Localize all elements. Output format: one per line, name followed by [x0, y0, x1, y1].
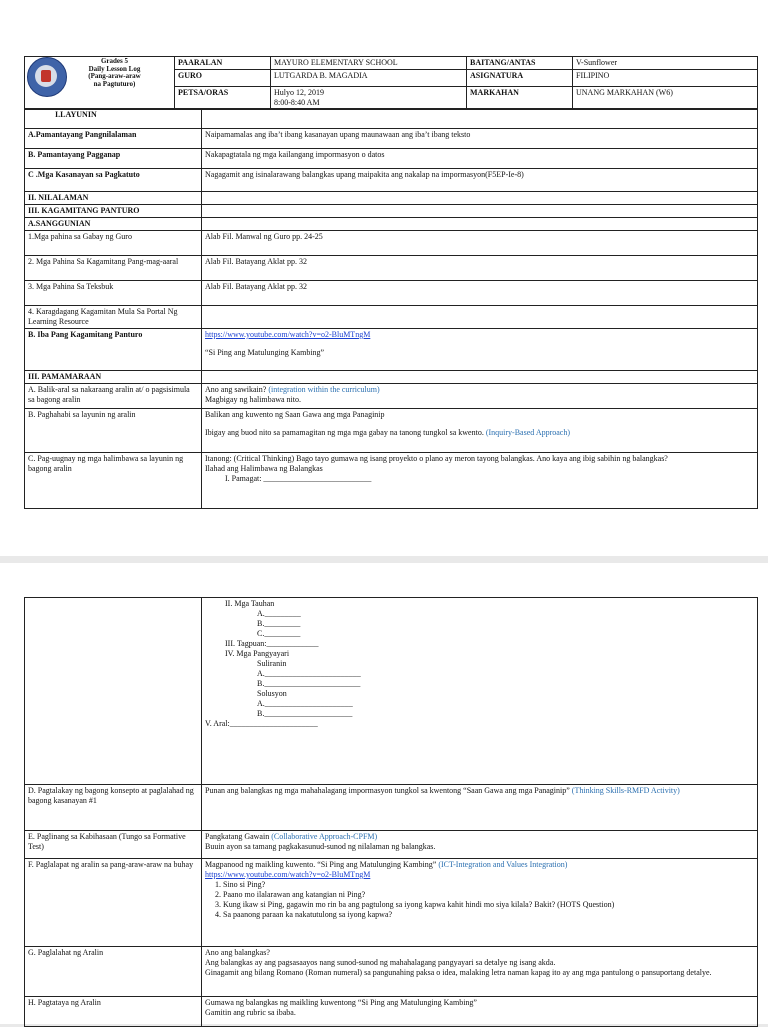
petsa-time: 8:00-8:40 AM	[274, 98, 320, 107]
outline-item: IV. Mga Pangyayari	[225, 649, 290, 658]
paglalahat-label: G. Paglalahat ng Aralin	[25, 947, 202, 997]
list-item: 4. Sa paanong paraan ka nakatutulong sa iyong kapwa?	[223, 910, 754, 920]
integration-tag: (integration within the curriculum)	[268, 385, 380, 394]
pag-uugnay-line-2: Ilahad ang Halimbawa ng Balangkas	[205, 464, 323, 473]
pagtataya-label: H. Pagtataya ng Aralin	[25, 997, 202, 1027]
iba-pang-value	[202, 329, 758, 371]
page-2	[0, 563, 768, 1024]
question-list	[205, 880, 754, 920]
empty-cell	[202, 371, 758, 384]
outline-item: Solusyon	[257, 689, 287, 698]
markahan-value: UNANG MARKAHAN (W6)	[573, 87, 758, 110]
outline-pamagat: I. Pamagat: ___________________________	[225, 474, 372, 483]
pag-uugnay-value	[202, 453, 758, 509]
iba-pang-label: B. Iba Pang Kagamitang Panturo	[25, 329, 202, 371]
outline-item: II. Mga Tauhan	[225, 599, 275, 608]
pag-uugnay-line-1: Itanong: (Critical Thinking) Bago tayo gumawa ng isang proyekto o plano ay meron tayong balangkas. Ano kaya ang ibig sabihin ng balangkas?	[205, 454, 668, 463]
asignatura-label: ASIGNATURA	[467, 70, 573, 87]
empty-cell	[202, 109, 758, 129]
pagtalakay-label: D. Pagtalakay ng bagong konsepto at paglalahad ng bagong kasanayan #1	[25, 785, 202, 831]
nilalaman-heading: II. NILALAMAN	[25, 192, 202, 205]
petsa-value	[271, 87, 467, 110]
youtube-link[interactable]: https://www.youtube.com/watch?v=o2-BluMTngM	[205, 870, 371, 879]
paglalapat-label: F. Paglalapat ng aralin sa pang-araw-araw na buhay	[25, 859, 202, 947]
guro-label: GURO	[175, 70, 271, 87]
list-item: 1. Sino si Ping?	[223, 880, 754, 890]
ict-tag: (ICT-Integration and Values Integration)	[438, 860, 568, 869]
paglalapat-value	[202, 859, 758, 947]
paglalahat-line-2: Ang balangkas ay ang pagsasaayos nang sunod-sunod ng mahahalagang pangyayari sa detalye ng isang akda.	[205, 958, 556, 967]
teksbuk-value: Alab Fil. Batayang Aklat pp. 32	[202, 281, 758, 306]
outline-item: A._________	[257, 609, 301, 618]
paglinang-line-2: Buuin ayon sa tamang pagkakasunud-sunod ng nilalaman ng balangkas.	[205, 842, 436, 851]
youtube-link[interactable]: https://www.youtube.com/watch?v=o2-BluMTngM	[205, 330, 371, 339]
balik-aral-label: A. Balik-aral sa nakaraang aralin at/ o pagsisimula sa bagong aralin	[25, 384, 202, 409]
outline-item: B.________________________	[257, 679, 361, 688]
pamantayang-pagganap-label: B. Pamantayang Pagganap	[25, 149, 202, 169]
list-item: 3. Kung ikaw si Ping, gagawin mo rin ba ang pagtulong sa iyong kapwa kahit hindi mo siya kilala? Bakit? (HOTS Question)	[223, 900, 754, 910]
kasanayan-value: Nagagamit ang isinalarawang balangkas upang maipakita ang nakalap na impormasyon(F5EP-Ie-8)	[202, 169, 758, 192]
paghahabi-value	[202, 409, 758, 453]
pagtalakay-value	[202, 785, 758, 831]
outline-item: Suliranin	[257, 659, 287, 668]
empty-cell	[202, 192, 758, 205]
pamantayang-pangnilalaman-label: A.Pamantayang Pangnilalaman	[25, 129, 202, 149]
paglalahat-line-1: Ano ang balangkas?	[205, 948, 270, 957]
paghahabi-label: B. Paghahabi sa layunin ng aralin	[25, 409, 202, 453]
outline-item: A.______________________	[257, 699, 353, 708]
baitang-label: BAITANG/ANTAS	[467, 57, 573, 70]
paaralan-value: MAYURO ELEMENTARY SCHOOL	[271, 57, 467, 70]
guro-value: LUTGARDA B. MAGADIA	[271, 70, 467, 87]
paglalahat-line-3: Ginagamit ang bilang Romano (Roman numeral) sa pangunahing paksa o idea, malaking letra naman kapag ito ay ang mga pantulong o pansuportang detalye.	[205, 968, 712, 977]
pamantayang-pangnilalaman-value: Naipamamalas ang iba’t ibang kasanayan upang maunawaan ang iba’t ibang teksto	[202, 129, 758, 149]
lesson-table-page2	[24, 597, 758, 1027]
outline-item: III. Tagpuan:_____________	[225, 639, 319, 648]
outline-cell	[202, 598, 758, 785]
kagamitang-heading: III. KAGAMITANG PANTURO	[25, 205, 202, 218]
balik-aral-instruction: Magbigay ng halimbawa nito.	[205, 395, 301, 404]
empty-cell	[202, 306, 758, 329]
grade-text: Grades 5	[100, 57, 129, 65]
list-item: 2. Paano mo ilalarawan ang katangian ni Ping?	[223, 890, 754, 900]
paglinang-label: E. Paglinang sa Kabihasaan (Tungo sa Formative Test)	[25, 831, 202, 859]
outline-item: A.________________________	[257, 669, 361, 678]
lesson-table-page1	[24, 108, 758, 509]
paglinang-value	[202, 831, 758, 859]
paglalapat-line-1: Magpanood ng maikling kuwento. “Si Ping ang Matulunging Kambing”	[205, 860, 437, 869]
header-table	[24, 56, 758, 110]
kagamitang-pang-label: 2. Mga Pahina Sa Kagamitang Pang-mag-aaral	[25, 256, 202, 281]
sanggunian-heading: A.SANGGUNIAN	[25, 218, 202, 231]
collaborative-tag: (Collaborative Approach-CPFM)	[271, 832, 378, 841]
inquiry-tag: (Inquiry-Based Approach)	[485, 428, 571, 437]
paglalahat-value	[202, 947, 758, 997]
baitang-value: V-Sunflower	[573, 57, 758, 70]
paghahabi-line-2: Ibigay ang buod nito sa pamamagitan ng mga mga gabay na tanong tungkol sa kwento.	[205, 428, 484, 437]
outline-item: C._________	[257, 629, 301, 638]
pagtataya-line-2: Gamitin ang rubric sa ibaba.	[205, 1008, 296, 1017]
log-subtitle-2: na Pagtuturo)	[93, 80, 136, 89]
story-title: “Si Ping ang Matulunging Kambing”	[205, 348, 325, 357]
log-subtitle-1: (Pang-araw-araw	[88, 72, 141, 81]
petsa-date: Hulyo 12, 2019	[274, 88, 324, 97]
empty-cell	[202, 218, 758, 231]
layunin-heading: I.LAYUNIN	[25, 109, 202, 129]
teksbuk-label: 3. Mga Pahina Sa Teksbuk	[25, 281, 202, 306]
log-title: Daily Lesson Log	[88, 64, 141, 73]
grade-label-cell	[25, 57, 175, 110]
kasanayan-label: C .Mga Kasanayan sa Pagkatuto	[25, 169, 202, 192]
thinking-skills-tag: (Thinking Skills-RMFD Activity)	[571, 786, 680, 795]
gabay-label: 1.Mga pahina sa Gabay ng Guro	[25, 231, 202, 256]
petsa-label: PETSA/ORAS	[175, 87, 271, 110]
empty-cell	[202, 205, 758, 218]
empty-cell	[25, 598, 202, 785]
paaralan-label: PAARALAN	[175, 57, 271, 70]
kagamitang-pang-value: Alab Fil. Batayang Aklat pp. 32	[202, 256, 758, 281]
pagtalakay-text: Punan ang balangkas ng mga mahahalagang impormasyon tungkol sa kwentong “Saan Gawa ang mga Panaginip”	[205, 786, 570, 795]
outline-item: B._________	[257, 619, 301, 628]
paghahabi-line-1: Balikan ang kuwento ng Saan Gawa ang mga Panaginip	[205, 410, 385, 419]
markahan-label: MARKAHAN	[467, 87, 573, 110]
pag-uugnay-label: C. Pag-uugnay ng mga halimbawa sa layunin ng bagong aralin	[25, 453, 202, 509]
asignatura-value: FILIPINO	[573, 70, 758, 87]
karagdagang-label: 4. Karagdagang Kagamitan Mula Sa Portal Ng Learning Resource	[25, 306, 202, 329]
paglinang-line-1: Pangkatang Gawain	[205, 832, 270, 841]
gabay-value: Alab Fil. Manwal ng Guro pp. 24-25	[202, 231, 758, 256]
balik-aral-question: Ano ang sawikain?	[205, 385, 267, 394]
pamantayang-pagganap-value: Nakapagtatala ng mga kailangang impormasyon o datos	[202, 149, 758, 169]
balik-aral-value	[202, 384, 758, 409]
pamamaraan-heading: III. PAMAMARAAN	[25, 371, 202, 384]
pagtataya-value	[202, 997, 758, 1027]
outline-item: V. Aral:______________________	[205, 719, 318, 728]
outline-item: B.______________________	[257, 709, 353, 718]
pagtataya-line-1: Gumawa ng balangkas ng maikling kuwentong “Si Ping ang Matulunging Kambing”	[205, 998, 477, 1007]
